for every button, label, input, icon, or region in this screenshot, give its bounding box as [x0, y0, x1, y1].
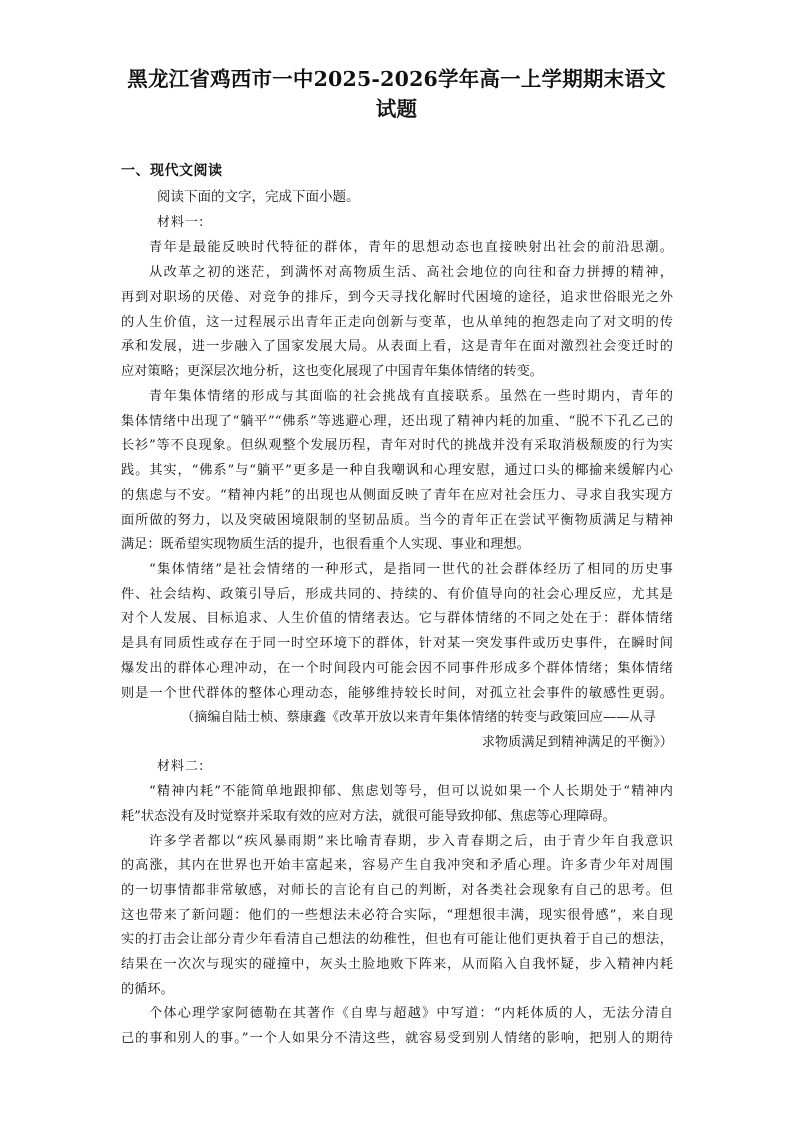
paragraph-line: 己的事和别人的事。”一个人如果分不清这些，就容易受到别人情绪的影响，把别人的期待	[121, 1031, 673, 1046]
title-line-2: 试题	[375, 97, 418, 121]
paragraph-line: 的焦虑与不安。“精神内耗”的出现也从侧面反映了青年在应对社会压力、寻求自我实现方	[121, 488, 673, 503]
paragraph-line: 的循环。	[121, 982, 174, 997]
source-citation-line-1: （摘编自陆士桢、蔡康鑫《改革开放以来青年集体情绪的转变与政策回应——从寻	[181, 710, 656, 725]
paragraph-line: 个体心理学家阿德勒在其著作《自卑与超越》中写道：“内耗体质的人，无法分清自	[149, 1006, 673, 1021]
paragraph-line: 满足：既希望实现物质生活的提升，也很看重个人实现、事业和理想。	[121, 537, 530, 552]
paragraph-line: 面所做的努力，以及突破困境限制的坚韧品质。当今的青年正在尝试平衡物质满足与精神	[121, 513, 673, 528]
material-2-label: 材料二:	[157, 759, 205, 774]
paragraph-line: 对个人发展、目标追求、人生价值的情绪表达。它与群体情绪的不同之处在于：群体情绪	[121, 611, 673, 626]
instruction-text: 阅读下面的文字，完成下面小题。	[157, 189, 360, 205]
paragraph-line: 结果在一次次与现实的碰撞中，灰头土脸地败下阵来，从而陷入自我怀疑，步入精神内耗	[121, 957, 673, 972]
paragraph-line: “精神内耗”不能简单地跟抑郁、焦虑划等号，但可以说如果一个人长期处于“精神内	[149, 784, 673, 799]
paragraph-line: 的高涨，其内在世界也开始丰富起来，容易产生自我冲突和矛盾心理。许多青少年对周围	[121, 858, 673, 873]
paragraph-line: 的人生价值，这一过程展示出青年正走向创新与变革，也从单纯的抱怨走向了对文明的传	[121, 315, 673, 330]
paragraph-line: 的一切事情都非常敏感，对师长的言论有自己的判断，对各类社会现象有自己的思考。但	[121, 883, 673, 898]
paragraph-line: 耗”状态没有及时觉察并采取有效的应对方法，就很可能导致抑郁、焦虑等心理障碍。	[121, 809, 616, 824]
paragraph-line: 再到对职场的厌倦、对竞争的排斥，到今天寻找化解时代困境的途径，追求世俗眼光之外	[121, 290, 673, 305]
paragraph-line: 许多学者都以“疾风暴雨期”来比喻青春期，步入青春期之后，由于青少年自我意识	[149, 834, 673, 849]
paragraph-line: 集体情绪中出现了“躺平”“佛系”等逃避心理，还出现了精神内耗的加重、“脱不下孔乙己的	[121, 414, 673, 429]
paragraph-line: 这也带来了新问题：他们的一些想法未必符合实际，“理想很丰满，现实很骨感”，来自现	[121, 908, 673, 923]
material-1-label: 材料一:	[157, 215, 205, 230]
paragraph-line: 践。其实，“佛系”与“躺平”更多是一种自我嘲讽和心理安慰，通过口头的椰揄来缓解内心	[121, 463, 673, 478]
paragraph-line: “集体情绪”是社会情绪的一种形式，是指同一世代的社会群体经历了相同的历史事	[149, 562, 673, 577]
paragraph-line: 实的打击会让部分青少年看清自己想法的幼稚性，但也有可能让他们更执着于自己的想法，	[121, 932, 673, 947]
source-citation-line-2: 求物质满足到精神满足的平衡》）	[481, 735, 673, 750]
paragraph-line: 件、社会结构、政策引导后，形成共同的、持续的、有价值导向的社会心理反应，尤其是	[121, 587, 673, 602]
section-heading: 一、现代文阅读	[121, 163, 223, 179]
paragraph-line: 爆发出的群体心理冲动，在一个时间段内可能会因不同事件形成多个群体情绪；集体情绪	[121, 661, 673, 676]
paragraph-line: 青年是最能反映时代特征的群体，青年的思想动态也直接映射出社会的前沿思潮。	[149, 240, 673, 255]
paragraph-line: 长衫”等不良现象。但纵观整个发展历程，青年对时代的挑战并没有采取消极颓废的行为实	[121, 438, 673, 453]
paragraph-line: 青年集体情绪的形成与其面临的社会挑战有直接联系。虽然在一些时期内，青年的	[149, 389, 673, 404]
paragraph-line: 则是一个世代群体的整体心理动态，能够维持较长时间，对孤立社会事件的敏感性更弱。	[121, 686, 673, 701]
title-line-1: 黑龙江省鸡西市一中2025-2026学年高一上学期期末语文	[127, 67, 666, 91]
paragraph-line: 应对策略；更深层次地分析，这也变化展现了中国青年集体情绪的转变。	[121, 364, 543, 379]
paragraph-line: 是具有同质性或存在于同一时空环境下的群体，针对某一突发事件或历史事件，在瞬时间	[121, 636, 673, 651]
paragraph-line: 从改革之初的迷茫，到满怀对高物质生活、高社会地位的向往和奋力拼搏的精神，	[149, 265, 673, 280]
paragraph-line: 承和发展，进一步融入了国家发展大局。从表面上看，这是青年在面对激烈社会变迁时的	[121, 339, 673, 354]
document-title	[100, 64, 693, 124]
